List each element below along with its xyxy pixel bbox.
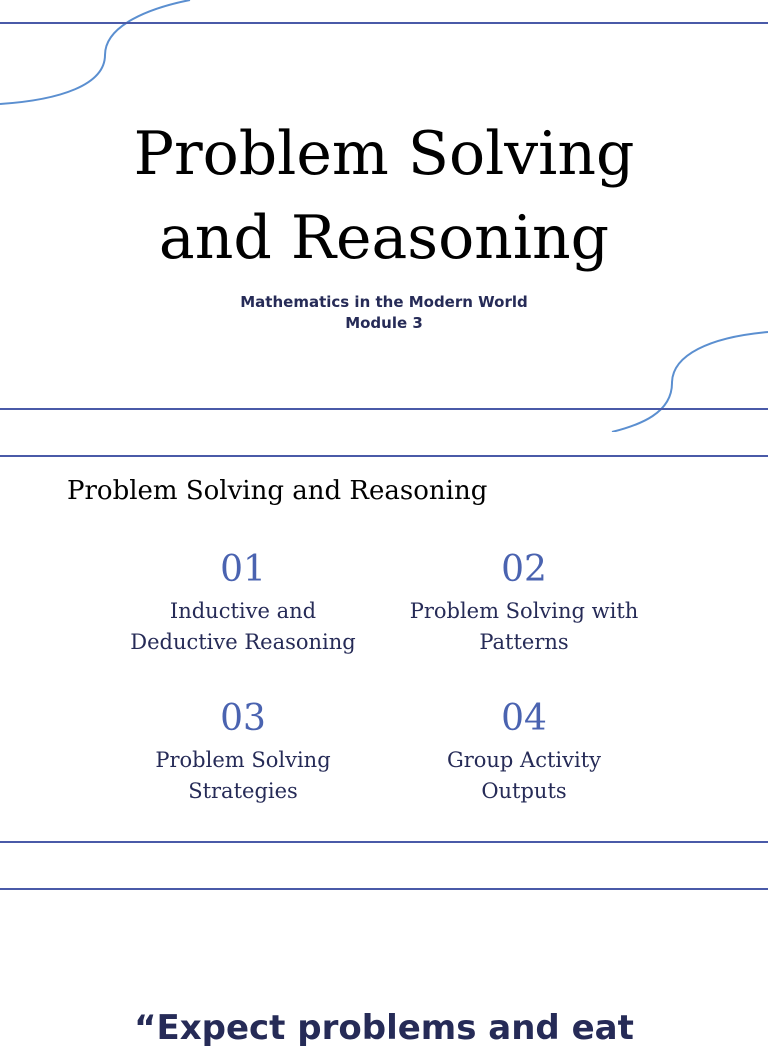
item-label: Problem Solving Strategies (155, 748, 331, 803)
quote-text: “Expect problems and eat (134, 1008, 634, 1048)
item-number: 03 (220, 698, 266, 739)
agenda-heading: Problem Solving and Reasoning (67, 476, 488, 506)
subtitle-module: Module 3 (345, 314, 423, 332)
item-label: Problem Solving with Patterns (409, 599, 639, 654)
title-line-1: Problem Solving (133, 119, 635, 189)
quote-top-rule (0, 888, 768, 890)
agenda-item-04 (384, 699, 664, 807)
item-number: 01 (220, 549, 266, 590)
agenda-top-rule (0, 455, 768, 457)
agenda-item-03 (103, 699, 383, 807)
item-label: Group Activity Outputs (446, 748, 602, 803)
agenda-bottom-rule (0, 841, 768, 843)
agenda-item-02 (384, 550, 664, 658)
decorative-curve-bottom-right (600, 325, 768, 432)
item-label: Inductive and Deductive Reasoning (130, 599, 356, 654)
bottom-rule (0, 408, 768, 410)
subtitle-course: Mathematics in the Modern World (240, 293, 528, 311)
decorative-curve-top-left (0, 0, 200, 110)
quote-slide (0, 892, 768, 1048)
item-number: 04 (501, 698, 547, 739)
agenda-item-01 (103, 550, 383, 658)
agenda-slide (0, 432, 768, 892)
item-number: 02 (501, 549, 547, 590)
main-title (0, 112, 768, 280)
top-rule (0, 22, 768, 24)
title-slide (0, 0, 768, 432)
title-line-2: and Reasoning (158, 203, 610, 273)
